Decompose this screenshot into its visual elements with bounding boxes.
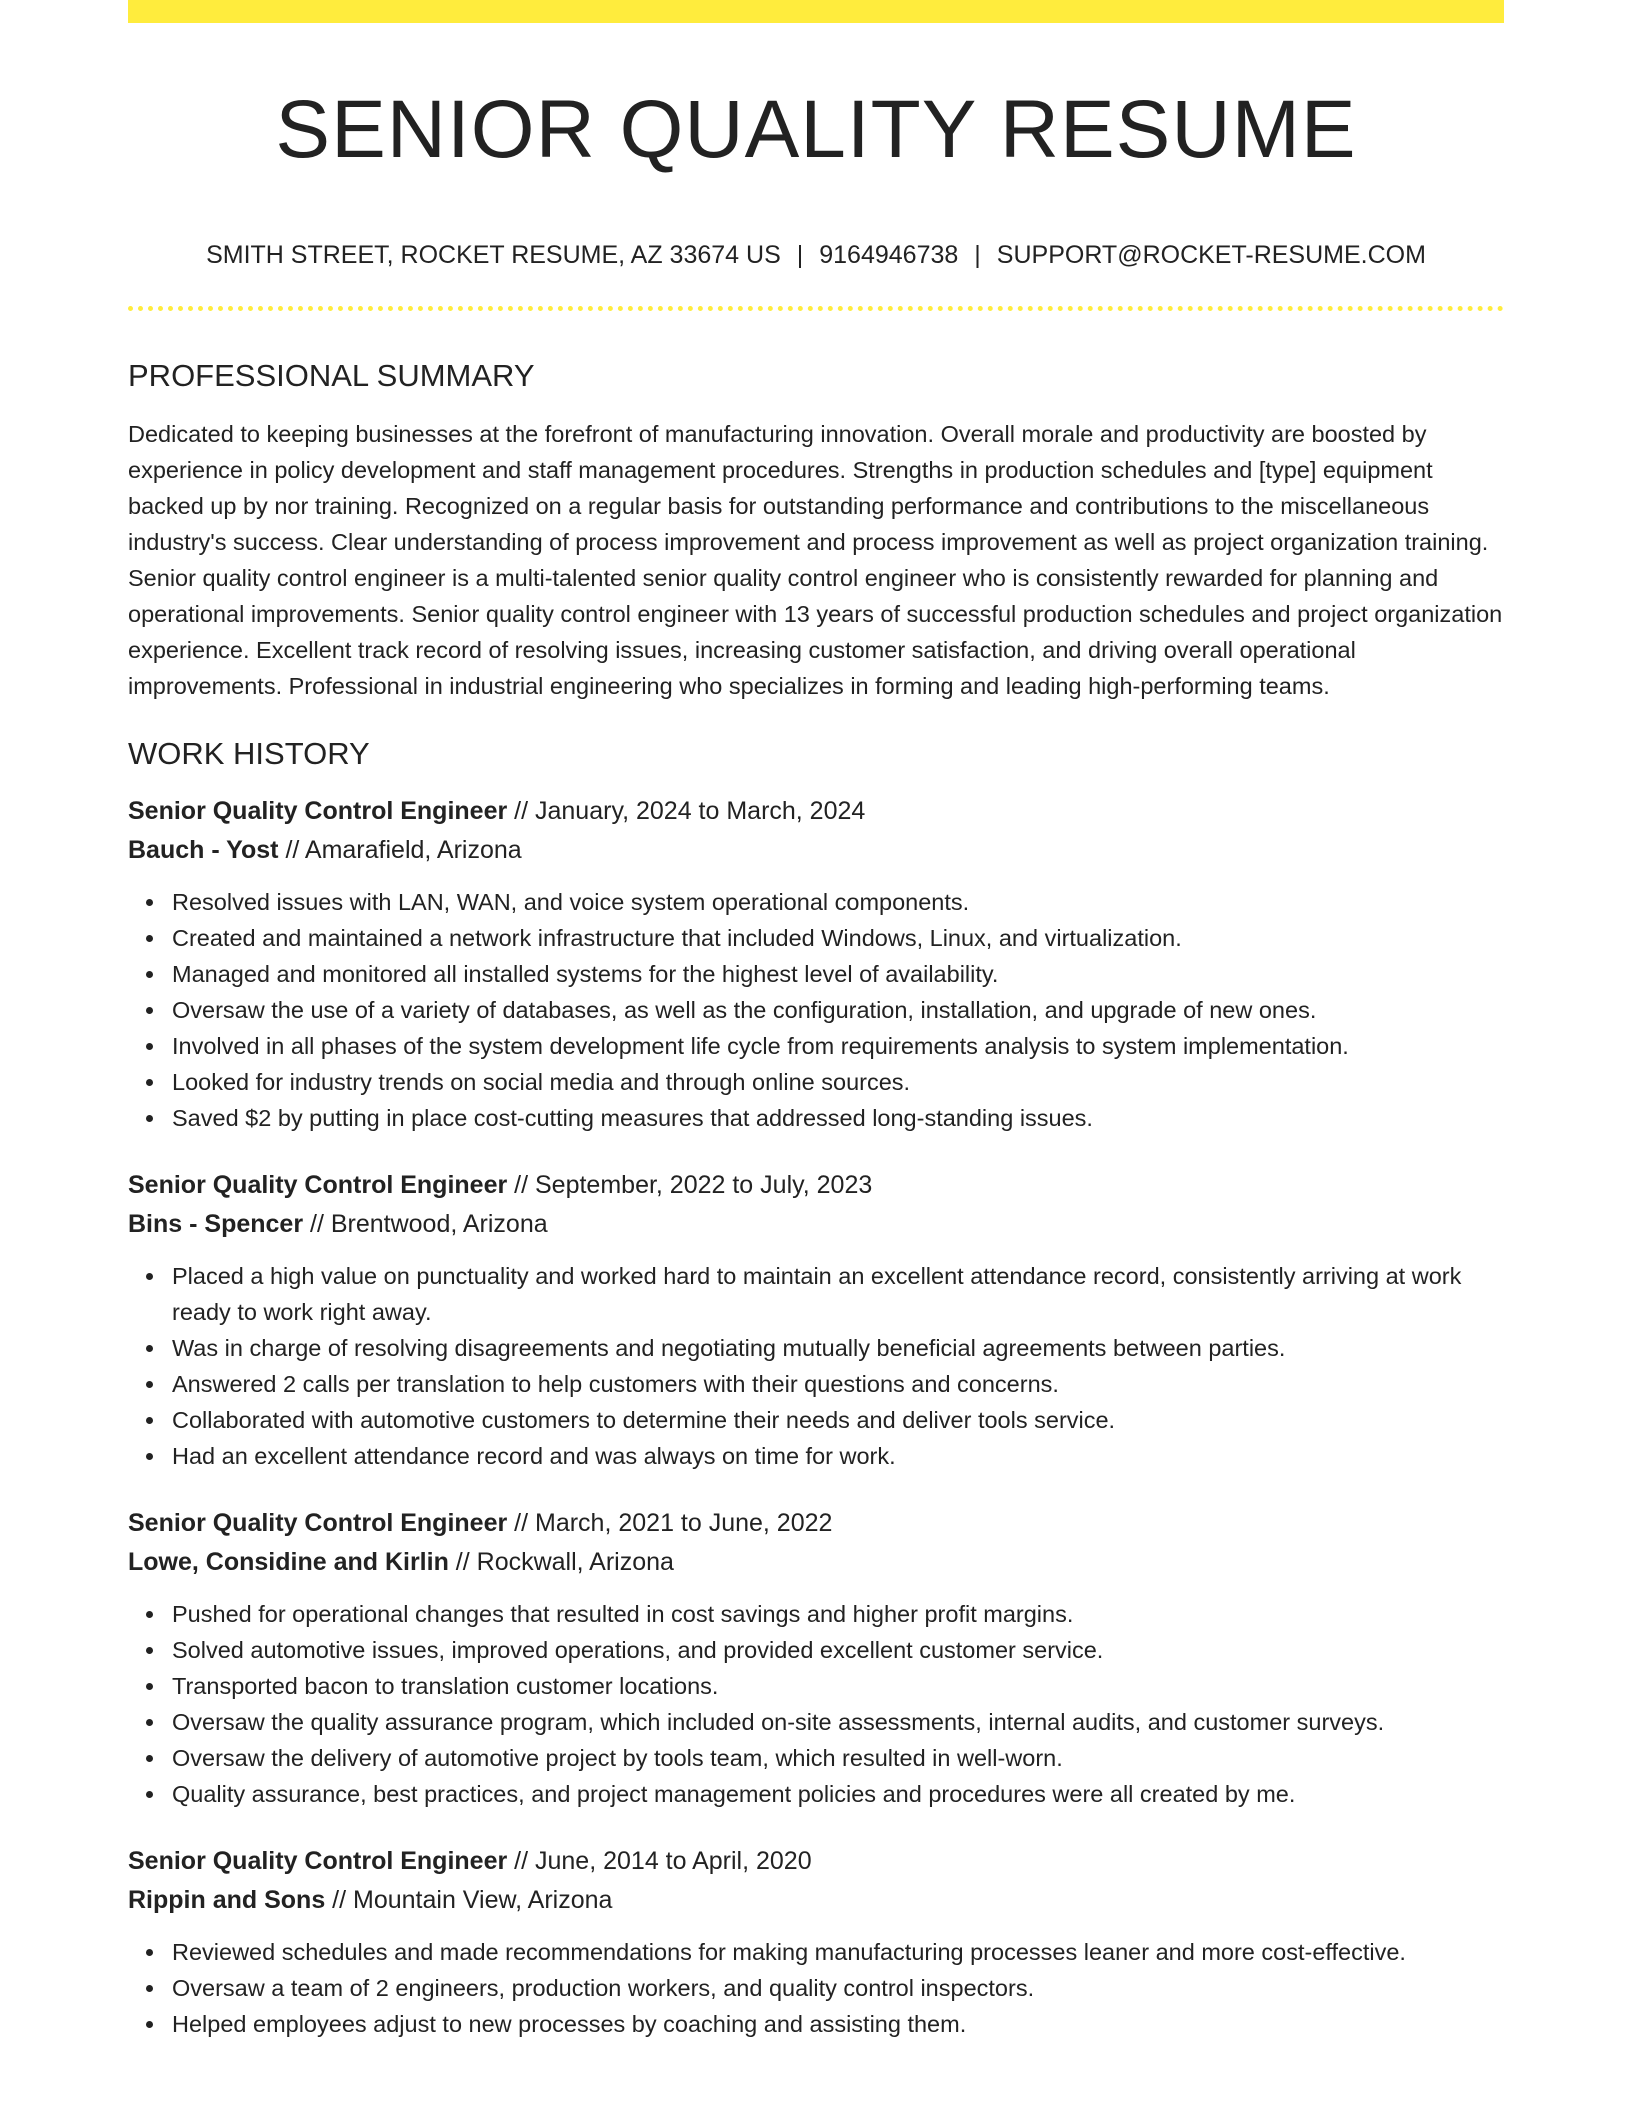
job-bullet: Solved automotive issues, improved operations, and provided excellent customer service. (172, 1632, 1504, 1668)
dotted-divider (128, 306, 1504, 311)
job-company-line (128, 1205, 1504, 1244)
job-bullet: Quality assurance, best practices, and project management policies and procedures were all created by me. (172, 1776, 1504, 1812)
job-company-line (128, 831, 1504, 870)
job-bullet: Reviewed schedules and made recommendations for making manufacturing processes leaner and more cost-effective. (172, 1934, 1504, 1970)
job-entry (128, 1504, 1504, 1812)
job-bullet: Answered 2 calls per translation to help customers with their questions and concerns. (172, 1366, 1504, 1402)
job-bullet-list (128, 884, 1504, 1136)
job-bullet: Collaborated with automotive customers to determine their needs and deliver tools service. (172, 1402, 1504, 1438)
summary-heading: PROFESSIONAL SUMMARY (128, 358, 535, 393)
job-entry (128, 1166, 1504, 1474)
contact-email: SUPPORT@ROCKET-RESUME.COM (996, 241, 1426, 269)
job-bullet: Oversaw the quality assurance program, which included on-site assessments, internal audits, and customer surveys. (172, 1704, 1504, 1740)
job-role-line (128, 1166, 1504, 1205)
job-company: Lowe, Considine and Kirlin (128, 1548, 449, 1576)
job-company: Rippin and Sons (128, 1886, 326, 1914)
contact-separator: | (796, 241, 804, 269)
job-bullet: Looked for industry trends on social media and through online sources. (172, 1064, 1504, 1100)
job-dates: // September, 2022 to July, 2023 (507, 1171, 873, 1199)
contact-line (128, 238, 1504, 272)
job-bullet: Saved $2 by putting in place cost-cutting measures that addressed long-standing issues. (172, 1100, 1504, 1136)
job-bullet: Pushed for operational changes that resulted in cost savings and higher profit margins. (172, 1596, 1504, 1632)
job-company-line (128, 1543, 1504, 1582)
contact-separator: | (974, 241, 981, 269)
job-role-line (128, 792, 1504, 831)
job-location: // Amarafield, Arizona (278, 836, 522, 864)
job-bullet: Transported bacon to translation customer locations. (172, 1668, 1504, 1704)
job-location: // Mountain View, Arizona (325, 1886, 613, 1914)
job-company-line (128, 1881, 1504, 1920)
job-bullet: Oversaw the delivery of automotive project by tools team, which resulted in well-worn. (172, 1740, 1504, 1776)
job-bullet: Managed and monitored all installed systems for the highest level of availability. (172, 956, 1504, 992)
top-accent-bar (128, 0, 1504, 23)
job-bullet: Was in charge of resolving disagreements and negotiating mutually beneficial agreements between parties. (172, 1330, 1504, 1366)
job-role: Senior Quality Control Engineer (128, 797, 508, 825)
job-company: Bauch - Yost (128, 836, 279, 864)
summary-text: Dedicated to keeping businesses at the forefront of manufacturing innovation. Overall morale and productivity are boosted by experience in policy development and staff management procedures. Strengths in production schedules and [type] equipment backed up by nor training. Recognized on a regular basis for outstanding performance and contributions to the miscellaneous industry's success. Clear understanding of process improvement and process improvement as well as project organization training. Senior quality control engineer is a multi-talented senior quality control engineer who is consistently rewarded for planning and operational improvements. Senior quality control engineer with 13 years of successful production schedules and project organization experience. Excellent track record of resolving issues, increasing customer satisfaction, and driving overall operational improvements. Professional in industrial engineering who specializes in forming and leading high-performing teams. (128, 421, 1503, 699)
resume-title: SENIOR QUALITY RESUME (275, 84, 1357, 175)
job-dates: // June, 2014 to April, 2020 (507, 1847, 812, 1875)
work-history-heading: WORK HISTORY (128, 736, 370, 771)
job-bullet: Resolved issues with LAN, WAN, and voice system operational components. (172, 884, 1504, 920)
job-bullet-list (128, 1596, 1504, 1812)
job-entry (128, 792, 1504, 1136)
job-location: // Brentwood, Arizona (303, 1210, 548, 1238)
resume-content (128, 356, 1504, 2042)
job-bullet: Involved in all phases of the system development life cycle from requirements analysis to system implementation. (172, 1028, 1504, 1064)
job-role: Senior Quality Control Engineer (128, 1509, 508, 1537)
job-bullet: Helped employees adjust to new processes by coaching and assisting them. (172, 2006, 1504, 2042)
job-dates: // March, 2021 to June, 2022 (507, 1509, 833, 1537)
job-entry (128, 1842, 1504, 2042)
job-bullet: Oversaw a team of 2 engineers, production workers, and quality control inspectors. (172, 1970, 1504, 2006)
job-bullet: Oversaw the use of a variety of databases, as well as the configuration, installation, and upgrade of new ones. (172, 992, 1504, 1028)
job-company: Bins - Spencer (128, 1210, 304, 1238)
contact-address: SMITH STREET, ROCKET RESUME, AZ 33674 US (206, 241, 781, 269)
job-role: Senior Quality Control Engineer (128, 1171, 508, 1199)
job-bullet: Had an excellent attendance record and was always on time for work. (172, 1438, 1504, 1474)
job-role-line (128, 1504, 1504, 1543)
job-bullet: Placed a high value on punctuality and worked hard to maintain an excellent attendance record, consistently arriving at work ready to work right away. (172, 1258, 1504, 1330)
job-bullet-list (128, 1934, 1504, 2042)
job-role: Senior Quality Control Engineer (128, 1847, 508, 1875)
contact-phone: 9164946738 (819, 241, 959, 269)
job-location: // Rockwall, Arizona (448, 1548, 674, 1576)
job-dates: // January, 2024 to March, 2024 (507, 797, 866, 825)
job-bullet: Created and maintained a network infrastructure that included Windows, Linux, and virtualization. (172, 920, 1504, 956)
job-role-line (128, 1842, 1504, 1881)
job-bullet-list (128, 1258, 1504, 1474)
